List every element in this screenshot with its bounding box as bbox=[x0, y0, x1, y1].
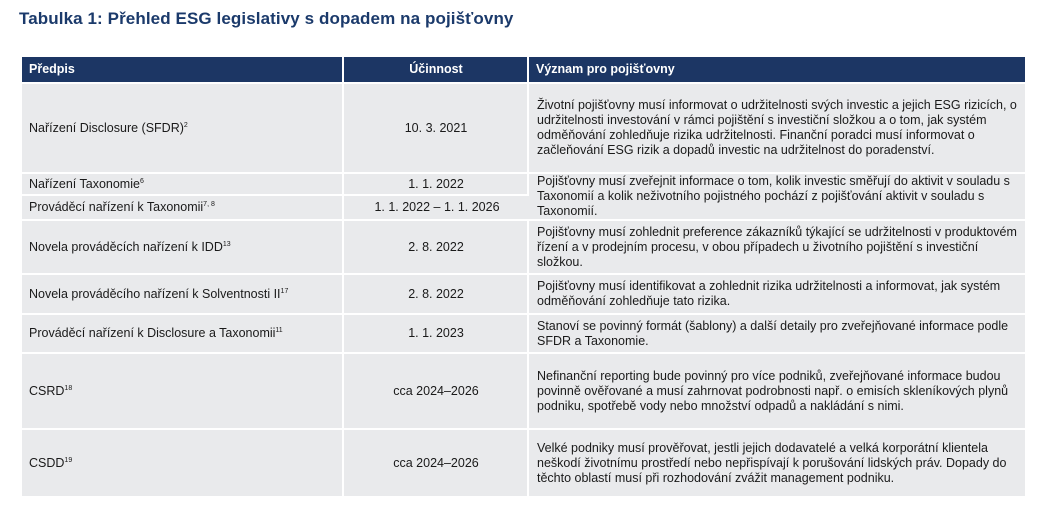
effective-date-cell: 1. 1. 2023 bbox=[344, 315, 529, 354]
effective-date-cell: cca 2024–2026 bbox=[344, 354, 529, 430]
esg-legislation-table bbox=[22, 57, 1025, 498]
impact-description-cell: Pojišťovny musí zveřejnit informace o tom, kolik investic směřují do aktivit v souladu s Taxonomií a kolik neživotního pojistného pochází z pojišťování aktivit v souladu s Taxonomií. bbox=[529, 174, 1025, 221]
regulation-cell bbox=[22, 275, 344, 315]
footnote-ref: 6 bbox=[139, 177, 144, 185]
impact-description-cell: Velké podniky musí prověřovat, jestli jejich dodavatelé a velká korporátní klientela neškodí životnímu prostředí nebo nepřispívají k porušování lidských práv. Dopady do těchto oblastí musí při rozhodování zvážit management podniku. bbox=[529, 430, 1025, 498]
regulation-name: Nařízení Taxonomie bbox=[29, 176, 140, 191]
table-row bbox=[22, 430, 1025, 498]
footnote-ref: 2 bbox=[183, 121, 188, 129]
footnote-ref: 13 bbox=[222, 240, 231, 248]
table-header-row bbox=[22, 57, 1025, 84]
impact-description-cell: Stanoví se povinný formát (šablony) a další detaily pro zveřejňované informace podle SFDR a Taxonomie. bbox=[529, 315, 1025, 354]
impact-description-cell: Životní pojišťovny musí informovat o udržitelnosti svých investic a jejich ESG rizicích, o udržitelnosti investování v rámci pojištění s investiční složkou a o tom, jak systém odměňování zohledňuje rizika udržitelnosti. Finanční poradci musí informovat o začleňování ESG rizik a dopadů investic na udržitelnost do poradenství. bbox=[529, 84, 1025, 174]
footnote-ref: 11 bbox=[275, 326, 283, 334]
effective-date-cell: 2. 8. 2022 bbox=[344, 221, 529, 275]
regulation-name: Novela prováděcích nařízení k IDD bbox=[29, 239, 223, 254]
regulation-name: Novela prováděcího nařízení k Solventnosti II bbox=[29, 286, 281, 301]
table-row bbox=[22, 221, 1025, 275]
column-header-effective: Účinnost bbox=[344, 57, 529, 84]
column-header-impact: Význam pro pojišťovny bbox=[529, 57, 1025, 84]
table-row bbox=[22, 174, 1025, 196]
regulation-name: CSRD bbox=[29, 383, 65, 398]
impact-description-cell: Pojišťovny musí zohlednit preference zákazníků týkající se udržitelnosti v produktovém řízení a v prodejním procesu, v obou případech u životního pojištění s investiční složkou. bbox=[529, 221, 1025, 275]
effective-date-cell: 10. 3. 2021 bbox=[344, 84, 529, 174]
table-row bbox=[22, 354, 1025, 430]
impact-description-cell: Pojišťovny musí identifikovat a zohlednit rizika udržitelnosti a informovat, jak systém odměňování zohledňuje tato rizika. bbox=[529, 275, 1025, 315]
effective-date-cell: 1. 1. 2022 bbox=[344, 174, 529, 196]
regulation-cell bbox=[22, 315, 344, 354]
regulation-name: Nařízení Disclosure (SFDR) bbox=[29, 120, 184, 135]
table-title: Tabulka 1: Přehled ESG legislativy s dopadem na pojišťovny bbox=[19, 9, 514, 28]
table-row bbox=[22, 275, 1025, 315]
regulation-cell bbox=[22, 174, 344, 196]
footnote-ref: 17 bbox=[280, 287, 289, 295]
regulation-cell bbox=[22, 196, 344, 221]
regulation-name: Prováděcí nařízení k Disclosure a Taxonomii bbox=[29, 326, 276, 340]
effective-date-cell: cca 2024–2026 bbox=[344, 430, 529, 498]
footnote-ref: 18 bbox=[64, 384, 73, 392]
footnote-ref: 7, 8 bbox=[203, 201, 215, 209]
regulation-cell bbox=[22, 430, 344, 498]
regulation-cell bbox=[22, 354, 344, 430]
table-row bbox=[22, 315, 1025, 354]
footnote-ref: 19 bbox=[64, 456, 73, 464]
effective-date-cell: 2. 8. 2022 bbox=[344, 275, 529, 315]
regulation-cell bbox=[22, 84, 344, 174]
column-header-regulation: Předpis bbox=[22, 57, 344, 84]
regulation-name: Prováděcí nařízení k Taxonomii bbox=[29, 200, 204, 215]
regulation-cell bbox=[22, 221, 344, 275]
table-row bbox=[22, 84, 1025, 174]
regulation-name: CSDD bbox=[29, 455, 65, 470]
effective-date-cell: 1. 1. 2022 – 1. 1. 2026 bbox=[344, 196, 529, 221]
impact-description-cell: Nefinanční reporting bude povinný pro více podniků, zveřejňované informace budou povinně ověřované a musí zahrnovat podrobnosti např. o emisích skleníkových plynů podniku, spotřebě vody nebo množství odpadů a nakládání s nimi. bbox=[529, 354, 1025, 430]
